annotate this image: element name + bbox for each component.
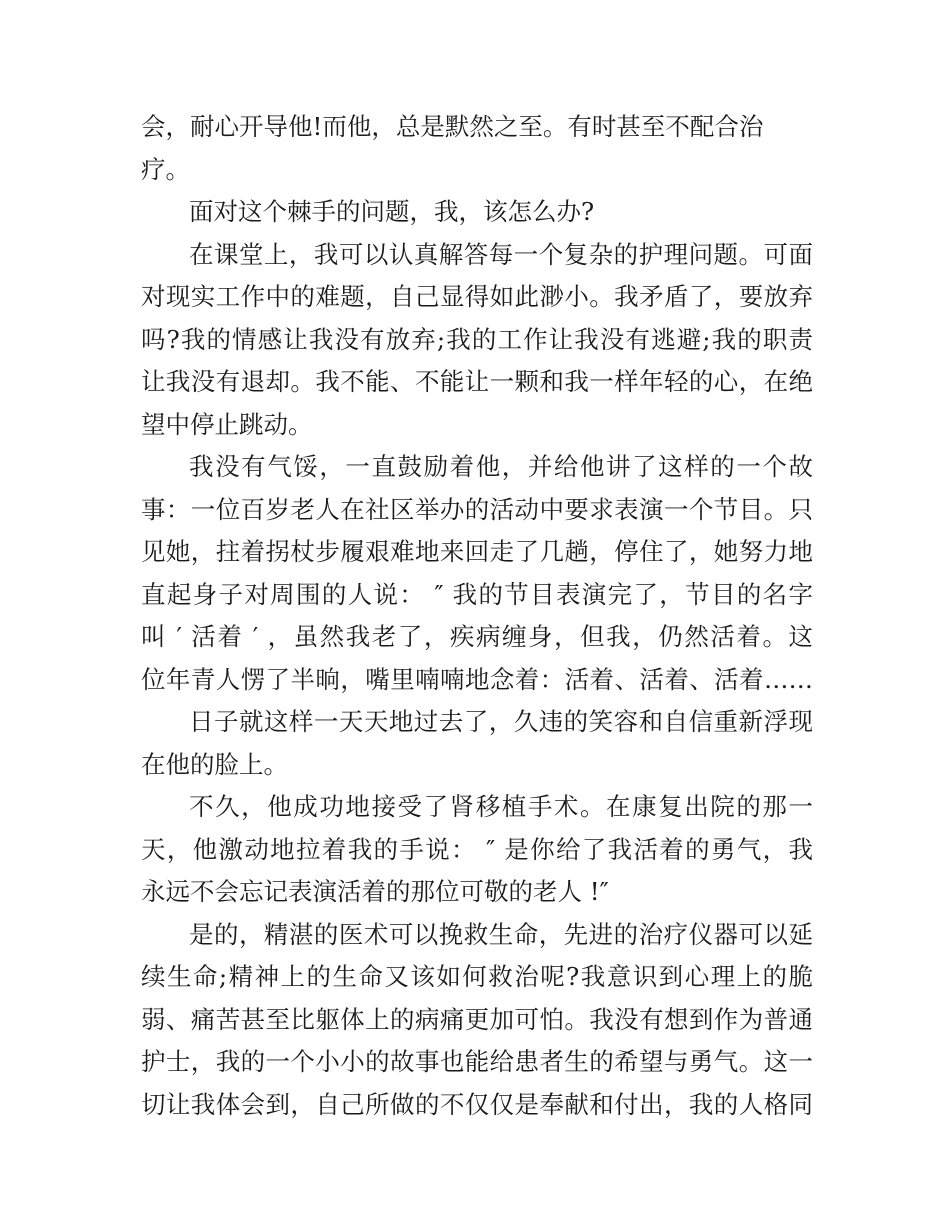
text-line: 叫 ′ 活着 ′ ，虽然我老了，疾病缠身，但我，仍然活着。这 bbox=[141, 622, 813, 651]
text-line: 望中停止跳动。 bbox=[141, 409, 313, 439]
text-line: 疗。 bbox=[141, 154, 190, 184]
text-line: 面对这个棘手的问题，我，该怎么办? bbox=[189, 197, 595, 226]
text-line: 在课堂上，我可以认真解答每一个复杂的护理问题。可面 bbox=[189, 239, 813, 269]
text-line: 对现实工作中的难题，自己显得如此渺小。我矛盾了，要放弃 bbox=[141, 282, 813, 311]
body-text bbox=[141, 106, 813, 1126]
text-line: 天，他激动地拉着我的手说： ″ 是你给了我活着的勇气，我 bbox=[141, 834, 813, 864]
text-line: 切让我体会到，自己所做的不仅仅是奉献和付出，我的人格同 bbox=[141, 1089, 813, 1119]
text-line: 不久，他成功地接受了肾移植手术。在康复出院的那一 bbox=[189, 792, 813, 821]
text-line: 弱、痛苦甚至比躯体上的病痛更加可怕。我没有想到作为普通 bbox=[141, 1004, 813, 1034]
text-line: 永远不会忘记表演活着的那位可敬的老人 !″ bbox=[141, 877, 609, 906]
text-line: 续生命;精神上的生命又该如何救治呢?我意识到心理上的脆 bbox=[141, 962, 813, 991]
text-line: 位年青人愣了半晌，嘴里喃喃地念着：活着、活着、活着…… bbox=[141, 664, 813, 694]
text-line: 事：一位百岁老人在社区举办的活动中要求表演一个节目。只 bbox=[141, 494, 813, 524]
text-line: 吗?我的情感让我没有放弃;我的工作让我没有逃避;我的职责 bbox=[141, 324, 813, 354]
text-line: 是的，精湛的医术可以挽救生命，先进的治疗仪器可以延 bbox=[189, 919, 813, 949]
text-line: 见她，拄着拐杖步履艰难地来回走了几趟，停住了，她努力地 bbox=[141, 537, 813, 566]
text-line: 直起身子对周围的人说： ″ 我的节目表演完了，节目的名字 bbox=[141, 579, 813, 609]
text-line: 我没有气馁，一直鼓励着他，并给他讲了这样的一个故 bbox=[189, 452, 813, 481]
text-line: 护士，我的一个小小的故事也能给患者生的希望与勇气。这一 bbox=[141, 1047, 813, 1076]
text-line: 让我没有退却。我不能、不能让一颗和我一样年轻的心，在绝 bbox=[141, 367, 813, 396]
text-line: 在他的脸上。 bbox=[141, 749, 288, 779]
text-line: 会，耐心开导他!而他，总是默然之至。有时甚至不配合治 bbox=[141, 112, 764, 141]
text-line: 日子就这样一天天地过去了，久违的笑容和自信重新浮现 bbox=[189, 707, 813, 736]
